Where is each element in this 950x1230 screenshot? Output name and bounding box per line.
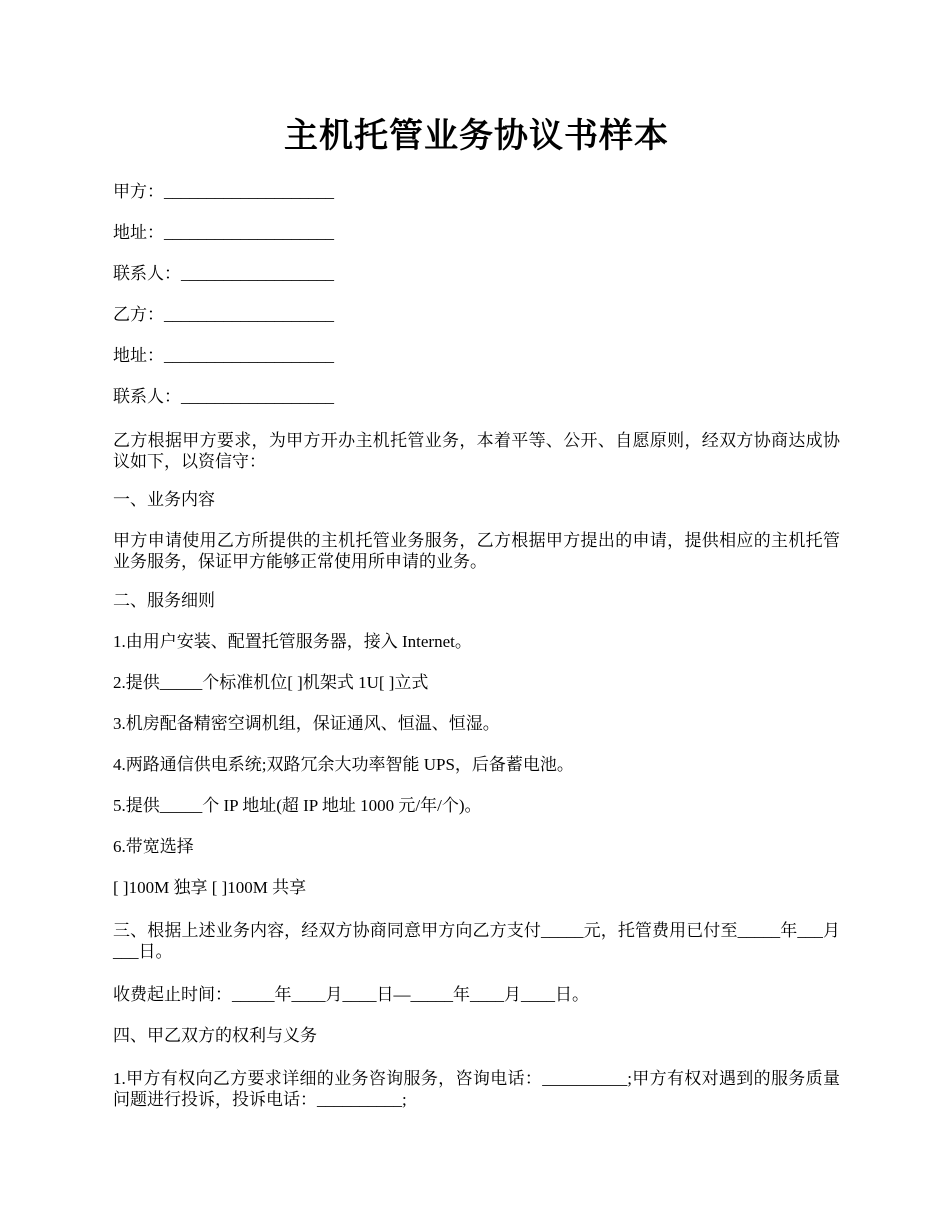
service-item-1: 1.由用户安装、配置托管服务器，接入 Internet。 <box>113 632 472 651</box>
party-a-contact-line: 联系人：__________________ <box>113 264 334 283</box>
service-item-2: 2.提供_____个标准机位[ ]机架式 1U[ ]立式 <box>113 673 429 692</box>
section-4-item-1: 1.甲方有权向乙方要求详细的业务咨询服务，咨询电话：__________;甲方有权对遇到的服务质量问题进行投诉，投诉电话：__________; <box>113 1069 840 1109</box>
party-b-contact-line: 联系人：__________________ <box>113 387 334 406</box>
bandwidth-options: [ ]100M 独享 [ ]100M 共享 <box>113 878 307 897</box>
fee-period-line: 收费起止时间：_____年____月____日—_____年____月____日。 <box>113 985 589 1004</box>
service-item-4: 4.两路通信供电系统;双路冗余大功率智能 UPS，后备蓄电池。 <box>113 755 574 774</box>
party-b-address-line: 地址：____________________ <box>113 346 334 365</box>
section-1-body: 甲方申请使用乙方所提供的主机托管业务服务，乙方根据甲方提出的申请，提供相应的主机托管业务服务，保证甲方能够正常使用所申请的业务。 <box>113 531 840 571</box>
service-item-5: 5.提供_____个 IP 地址(超 IP 地址 1000 元/年/个)。 <box>113 796 482 815</box>
party-a-line: 甲方：____________________ <box>113 182 334 201</box>
section-3-paragraph: 三、根据上述业务内容，经双方协商同意甲方向乙方支付_____元，托管费用已付至_____年___月___日。 <box>113 921 840 961</box>
section-4-heading: 四、甲乙双方的权利与义务 <box>113 1026 317 1045</box>
section-2-heading: 二、服务细则 <box>113 591 215 610</box>
intro-paragraph: 乙方根据甲方要求，为甲方开办主机托管业务，本着平等、公开、自愿原则，经双方协商达成协议如下，以资信守： <box>113 431 840 471</box>
section-1-heading: 一、业务内容 <box>113 490 215 509</box>
service-item-6: 6.带宽选择 <box>113 837 194 856</box>
party-b-line: 乙方：____________________ <box>113 305 334 324</box>
service-item-3: 3.机房配备精密空调机组，保证通风、恒温、恒湿。 <box>113 714 500 733</box>
document-title: 主机托管业务协议书样本 <box>284 118 669 155</box>
party-a-address-line: 地址：____________________ <box>113 223 334 242</box>
